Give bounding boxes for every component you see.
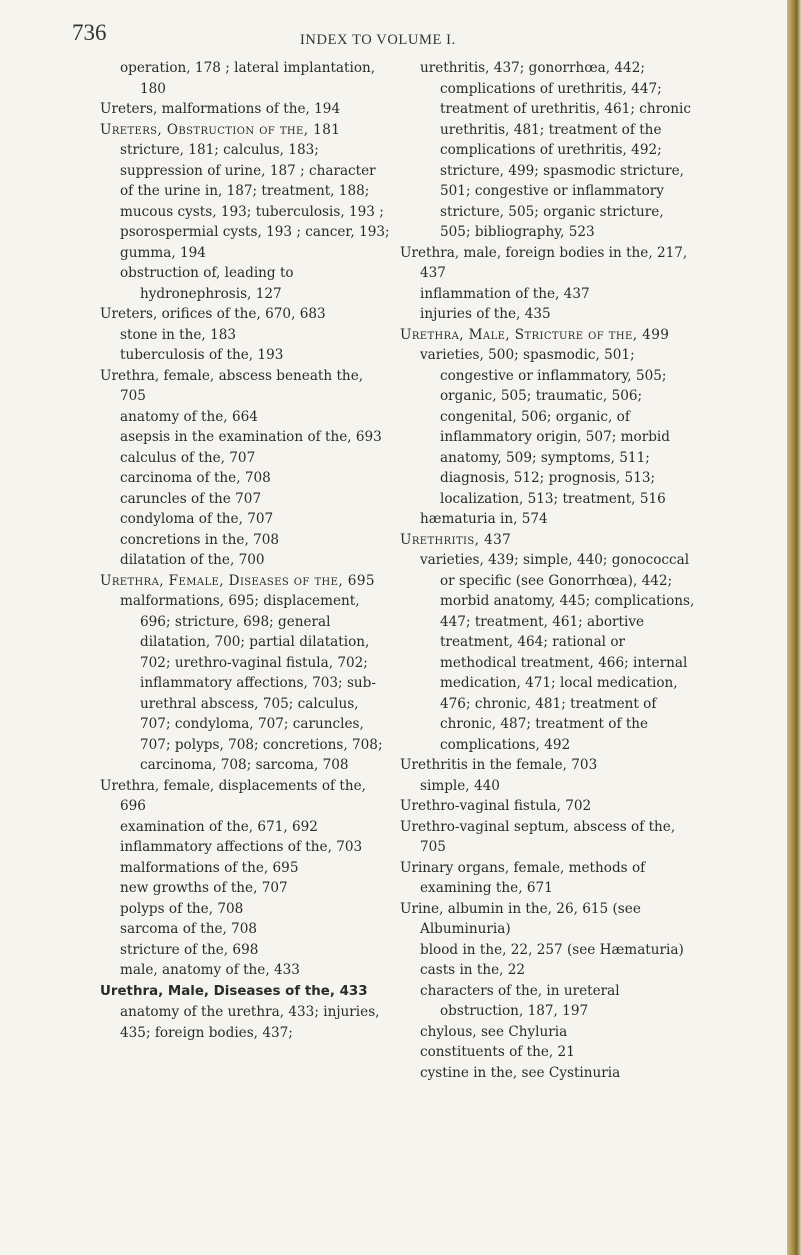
index-entry — [100, 345, 390, 366]
index-entry — [400, 796, 695, 817]
index-entry-heading: Ureters, Obstruction of the, 181 — [100, 121, 341, 138]
index-entry — [400, 776, 695, 797]
index-entry-heading: sarcoma of the, 708 — [120, 921, 258, 937]
index-entry — [100, 550, 390, 571]
index-entry — [100, 878, 390, 899]
index-entry-heading: dilatation of the, 700 — [120, 552, 265, 568]
index-entry-heading: malformations of the, 695 — [120, 859, 299, 876]
index-entry-heading: injuries of the, 435 — [420, 306, 551, 322]
index-entry — [100, 858, 390, 879]
index-entry-heading: examination of the, 671, 692 — [120, 818, 318, 835]
index-entry-heading: Urethra, male, foreign bodies in the, 217, 437 — [400, 244, 688, 281]
index-entry-heading: Urethra, Male, Diseases of the, 433 — [100, 983, 368, 999]
index-entry-heading: urethritis, 437; gonorrhœa, 442; complications of urethritis, 447; treatment of urethritis, 461; chronic urethritis, 481; treatment of the complications of urethritis, 492; stricture, 499; spasmodic stricture, 501; congestive or inflammatory stricture, 505; organic stricture, 505; bibliography, 523 — [420, 60, 691, 240]
index-entry-heading: Urinary organs, female, methods of examining the, 671 — [400, 859, 646, 896]
right-column — [400, 58, 695, 1083]
index-entry-heading: asepsis in the examination of the, 693 — [120, 429, 382, 445]
index-entry-heading: inflammatory affections of the, 703 — [120, 839, 363, 855]
index-entry — [400, 1042, 695, 1063]
page-number: 736 — [72, 20, 107, 45]
index-entry-heading: stone in the, 183 — [120, 326, 237, 343]
index-entry-heading: obstruction of, leading to hydronephrosis, 127 — [120, 265, 294, 302]
index-entry — [400, 755, 695, 776]
left-column — [100, 58, 390, 1043]
index-entry — [100, 325, 390, 346]
index-entry — [400, 858, 695, 899]
index-entry-heading: Ureters, orifices of the, 670, 683 — [100, 306, 326, 322]
index-entry — [100, 837, 390, 858]
index-entry-heading: Urethro-vaginal fistula, 702 — [400, 798, 592, 814]
index-entry — [400, 58, 695, 243]
index-entry — [400, 960, 695, 981]
index-entry — [400, 509, 695, 530]
index-entry-heading: carcinoma of the, 708 — [120, 470, 271, 486]
index-entry-heading: malformations, 695; displacement, 696; stricture, 698; general dilatation, 700; partial dilatation, 702; urethro-vaginal fistula, 702; inflammatory affections, 703; sub-urethral abscess, 705; calculus, 707; condyloma, 707; caruncles, 707; polyps, 708; concretions, 708; carcinoma, 708; sarcoma, 708 — [120, 593, 383, 773]
index-entry — [100, 509, 390, 530]
index-entry-heading: Urethra, female, displacements of the, 696 — [100, 777, 366, 814]
index-entry-subentries: stricture, 181; calculus, 183; suppression of urine, 187 ; character of the urine in, 187; treatment, 188; mucous cysts, 193; tuberculosis, 193 ; psorospermial cysts, 193 ; cancer, 193; gumma, 194 — [120, 142, 390, 261]
index-entry-heading: casts in the, 22 — [420, 962, 526, 978]
index-entry — [400, 1022, 695, 1043]
index-entry-heading: stricture of the, 698 — [120, 941, 259, 958]
index-entry — [100, 366, 390, 407]
index-entry — [400, 345, 695, 509]
index-entry-heading: caruncles of the 707 — [120, 490, 262, 507]
index-entry — [100, 776, 390, 817]
index-entry — [100, 940, 390, 961]
index-entry — [100, 427, 390, 448]
index-entry-heading: operation, 178 ; lateral implantation, 180 — [120, 60, 376, 97]
index-entry-heading: polyps of the, 708 — [120, 900, 244, 917]
index-entry — [100, 407, 390, 428]
index-entry-heading: varieties, 439; simple, 440; gonococcal or specific (see Gonorrhœa), 442; morbid anatomy, 445; complications, 447; treatment, 461; abortive treatment, 464; rational or methodical treatment, 466; internal medication, 471; local medication, 476; chronic, 481; treatment of chronic, 487; treatment of the complications, 492 — [420, 552, 695, 753]
index-entry — [100, 99, 390, 120]
index-entry-heading: Urethro-vaginal septum, abscess of the, 705 — [400, 818, 676, 855]
index-entry-subentries: anatomy of the urethra, 433; injuries, 435; foreign bodies, 437; — [120, 1004, 380, 1041]
index-entry-heading: characters of the, in ureteral obstruction, 187, 197 — [420, 982, 620, 1019]
index-entry — [400, 899, 695, 940]
index-entry — [100, 919, 390, 940]
index-entry — [100, 530, 390, 551]
running-head: INDEX TO VOLUME I. — [300, 32, 456, 48]
index-entry-heading: Urine, albumin in the, 26, 615 (see Albuminuria) — [400, 900, 641, 937]
index-entry — [400, 550, 695, 755]
index-entry-heading: constituents of the, 21 — [420, 1044, 575, 1060]
index-entry — [400, 981, 695, 1022]
index-entry — [400, 817, 695, 858]
index-entry — [100, 960, 390, 981]
index-entry-heading: Urethritis, 437 — [400, 531, 512, 548]
index-entry — [100, 817, 390, 838]
index-entry-heading: blood in the, 22, 257 (see Hæmaturia) — [420, 941, 684, 958]
index-entry — [400, 284, 695, 305]
index-entry — [400, 530, 695, 551]
index-entry-heading: varieties, 500; spasmodic, 501; congestive or inflammatory, 505; organic, 505; traumatic, 506; congenital, 506; organic, of inflammatory origin, 507; morbid anatomy, 509; symptoms, 511; diagnosis, 512; prognosis, 513; localization, 513; treatment, 516 — [420, 347, 670, 507]
index-entry-heading: Urethra, Female, Diseases of the, 695 — [100, 572, 375, 589]
index-entry-heading: Urethra, Male, Stricture of the, 499 — [400, 326, 670, 343]
index-entry — [100, 263, 390, 304]
index-entry-heading: Urethritis in the female, 703 — [400, 757, 598, 773]
index-entry-heading: concretions in the, 708 — [120, 531, 280, 548]
book-edge — [787, 0, 801, 1255]
index-entry-heading: Urethra, female, abscess beneath the, 705 — [100, 367, 364, 404]
index-entry — [100, 304, 390, 325]
index-entry — [100, 58, 390, 99]
index-entry-heading: chylous, see Chyluria — [420, 1023, 568, 1040]
index-entry-heading: Ureters, malformations of the, 194 — [100, 101, 341, 117]
index-entry-heading: tuberculosis of the, 193 — [120, 347, 284, 363]
index-entry-heading: calculus of the, 707 — [120, 449, 256, 466]
index-entry-heading: hæmaturia in, 574 — [420, 511, 548, 527]
index-entry — [100, 120, 390, 264]
index-entry-heading: anatomy of the, 664 — [120, 408, 258, 425]
index-entry — [400, 243, 695, 284]
index-entry-heading: simple, 440 — [420, 777, 500, 794]
index-entry — [100, 571, 390, 592]
index-entry — [400, 1063, 695, 1084]
index-entry-heading: cystine in the, see Cystinuria — [420, 1064, 621, 1081]
index-entry — [100, 591, 390, 776]
index-entry — [400, 940, 695, 961]
index-entry — [100, 448, 390, 469]
index-entry — [100, 899, 390, 920]
index-entry — [100, 468, 390, 489]
index-entry — [100, 981, 390, 1044]
index-entry — [400, 304, 695, 325]
index-entry-heading: condyloma of the, 707 — [120, 511, 274, 527]
index-entry-heading: inflammation of the, 437 — [420, 285, 590, 302]
index-entry — [100, 489, 390, 510]
index-entry-heading: new growths of the, 707 — [120, 880, 288, 896]
index-entry-heading: male, anatomy of the, 433 — [120, 962, 300, 978]
index-entry — [400, 325, 695, 346]
